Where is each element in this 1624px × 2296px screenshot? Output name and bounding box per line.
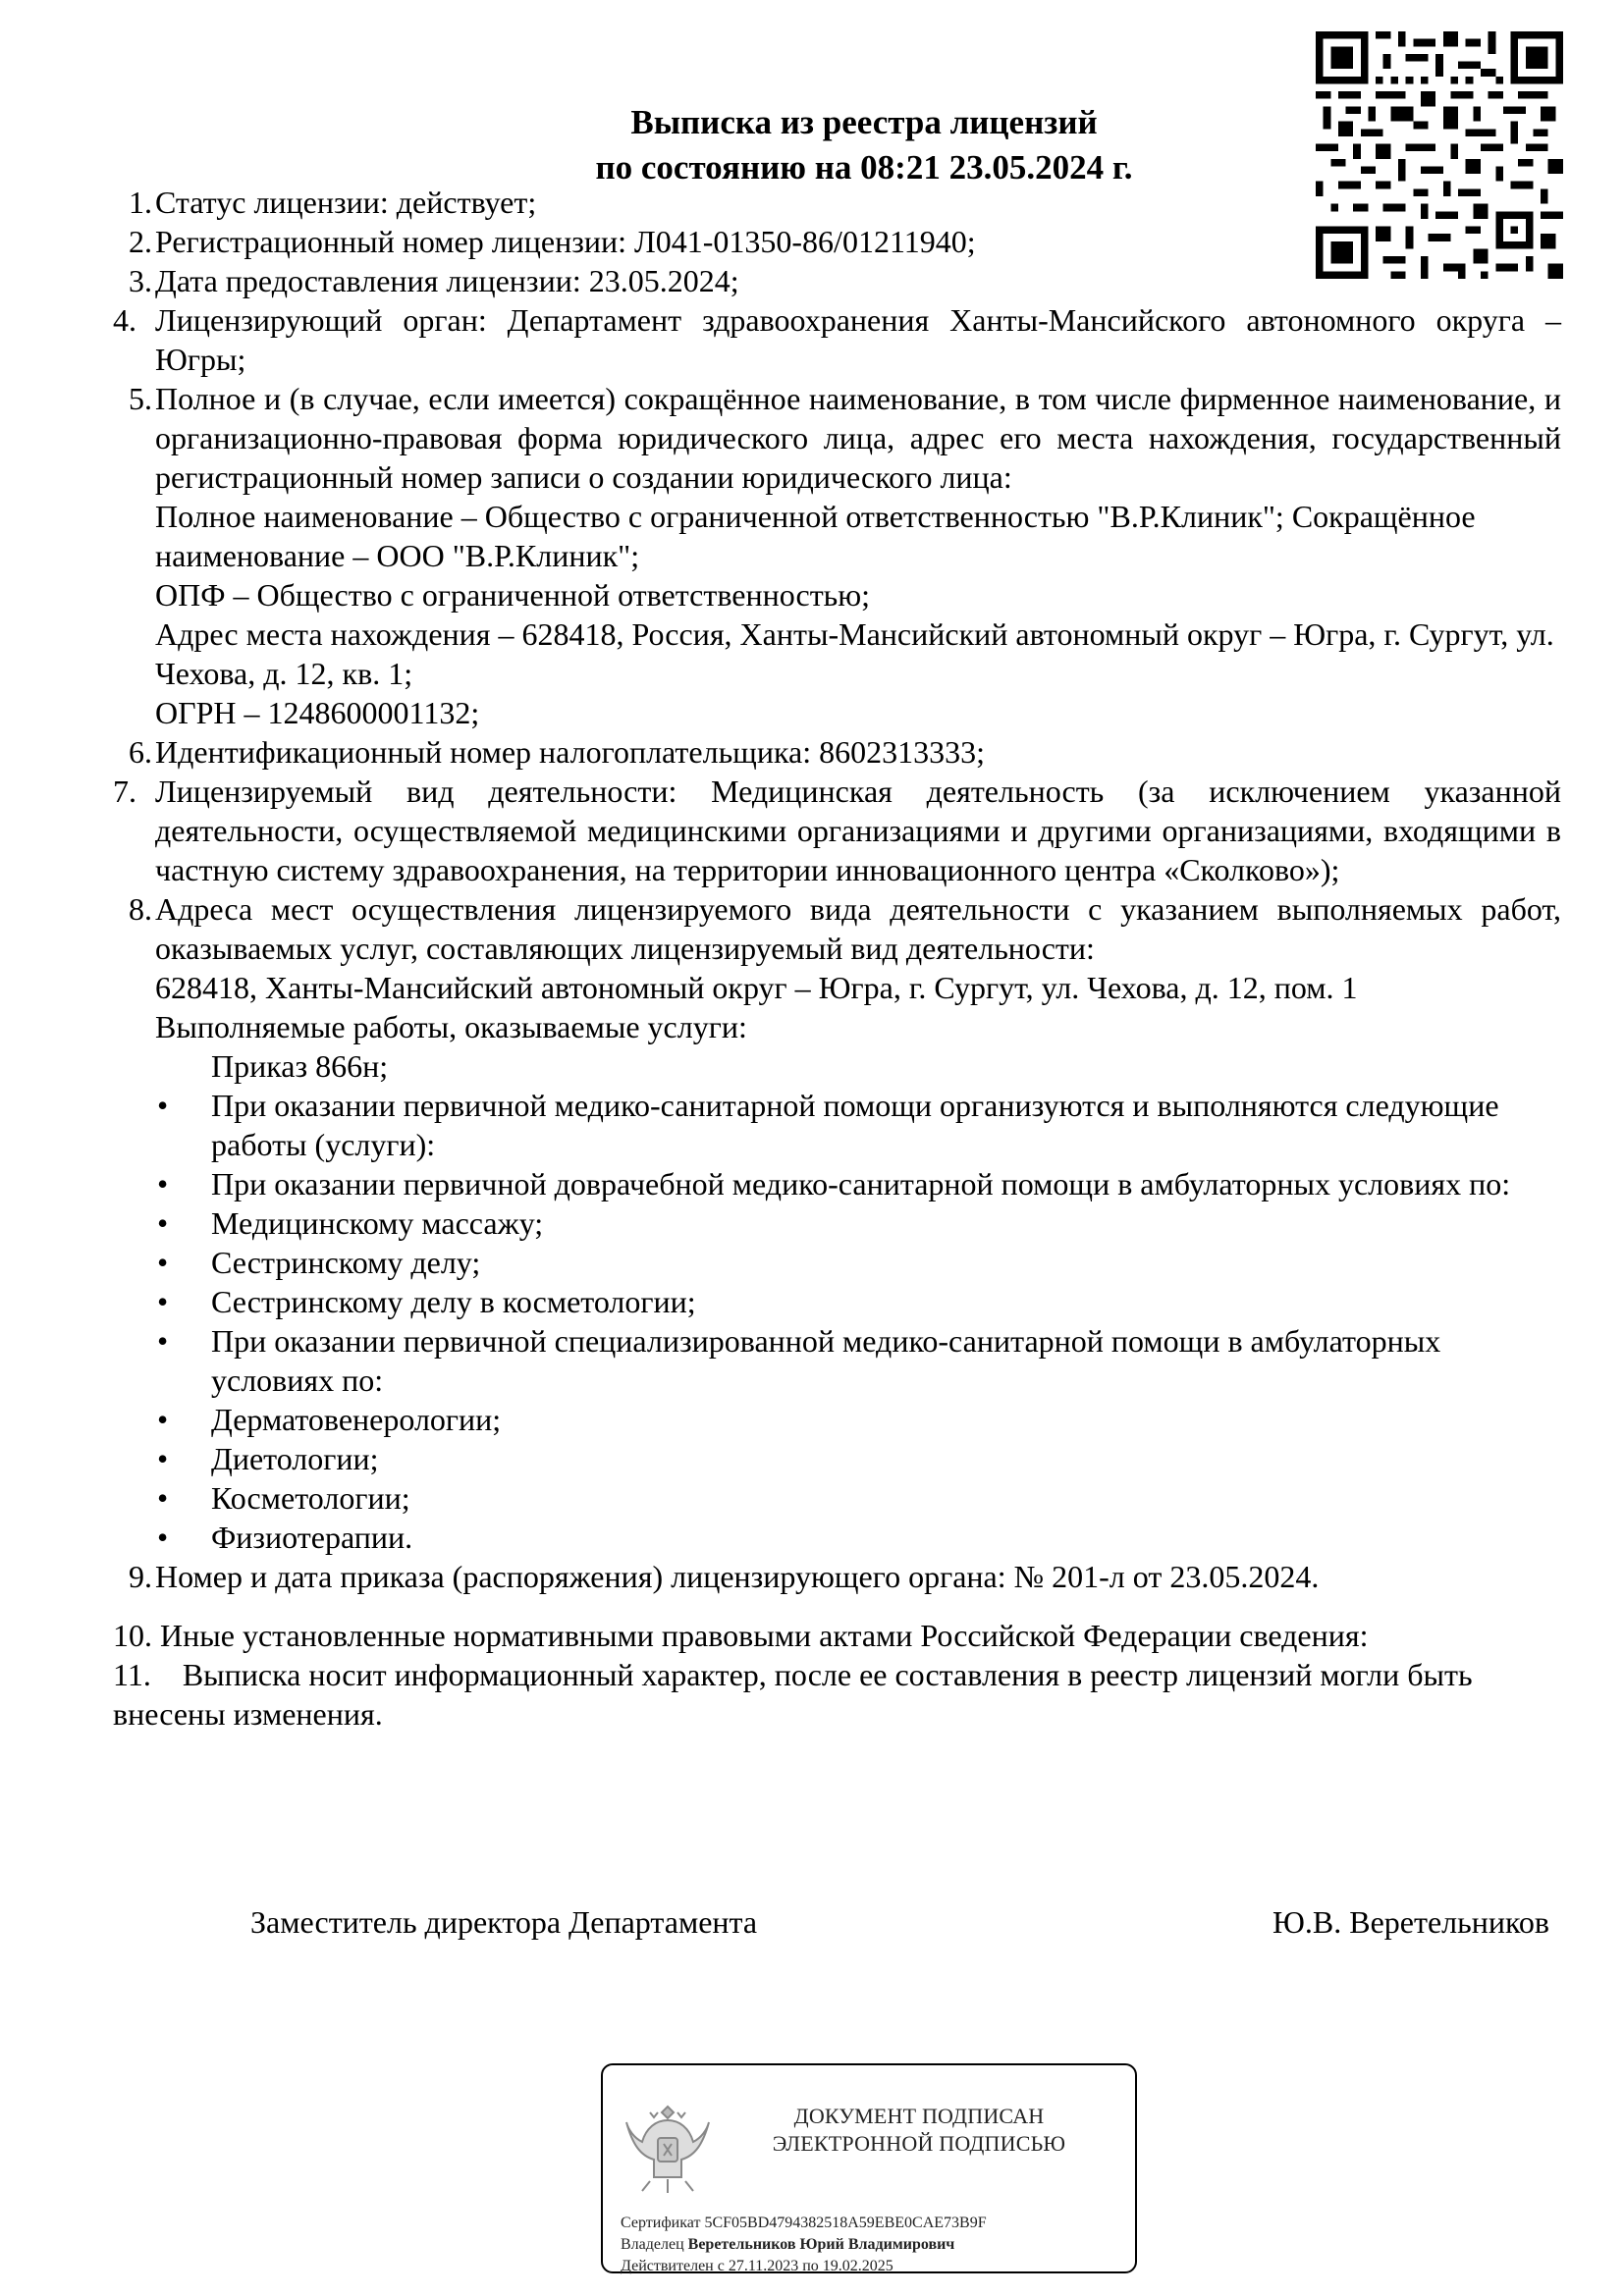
coat-of-arms-icon	[621, 2099, 715, 2197]
stamp-details	[621, 2213, 987, 2277]
item-11	[113, 1655, 1561, 1734]
item-1	[113, 183, 1561, 222]
item-number: 1.	[129, 185, 152, 220]
service-text: При оказании первичной медико-санитарной помощи организуются и выполняются следующие работы (услуги):	[211, 1088, 1499, 1162]
order-ref: Приказ 866н;	[211, 1048, 389, 1084]
stamp-certificate	[621, 2213, 987, 2234]
item-text: Лицензируемый вид деятельности: Медицинская деятельность (за исключением указанной деятельности, осуществляемой медицинскими организациями и другими организациями, входящими в частную систему здравоохранения, на территории инновационного центра «Сколково»);	[155, 774, 1561, 887]
bullet-icon: •	[157, 1441, 169, 1476]
org-full-name: Полное наименование – Общество с ограниченной ответственностью "В.Р.Клиник"; Сокращённое наименование – ООО "В.Р.Клиник";	[155, 499, 1476, 573]
item-number: 10.	[113, 1618, 152, 1653]
org-address: Адрес места нахождения – 628418, Россия, Ханты-Мансийский автономный округ – Югра, г. Сургут, ул. Чехова, д. 12, кв. 1;	[155, 616, 1554, 691]
list-item	[113, 1164, 1561, 1203]
service-text: Сестринскому делу в косметологии;	[211, 1284, 696, 1319]
list-item	[113, 1439, 1561, 1478]
stamp-heading	[732, 2103, 1106, 2158]
item-3	[113, 261, 1561, 300]
item-text: Дата предоставления лицензии: 23.05.2024;	[155, 263, 739, 298]
item-text: Лицензирующий орган: Департамент здравоохранения Ханты-Мансийского автономного округа – Югры;	[155, 302, 1561, 377]
item-text: Полное и (в случае, если имеется) сокращённое наименование, в том числе фирменное наименование, и организационно-правовая форма юридического лица, адрес его места нахождения, государственный регистрационный номер записи о создании юридического лица:	[155, 381, 1561, 495]
list-item	[113, 1243, 1561, 1282]
item-number: 4.	[113, 302, 136, 338]
list-item	[113, 1086, 1561, 1164]
document-title	[432, 100, 1296, 190]
e-signature-stamp	[601, 2063, 1137, 2273]
item-number: 6.	[129, 734, 152, 770]
bullet-icon: •	[157, 1166, 169, 1201]
bullet-icon: •	[157, 1205, 169, 1241]
owner-value: Веретельников Юрий Владимирович	[687, 2236, 955, 2253]
service-text: Дерматовенерологии;	[211, 1402, 502, 1437]
cert-label: Сертификат	[621, 2215, 701, 2231]
bullet-icon: •	[157, 1520, 169, 1555]
list-item	[113, 1203, 1561, 1243]
item-text: Статус лицензии: действует;	[155, 185, 537, 220]
service-text: Диетологии;	[211, 1441, 379, 1476]
service-text: Косметологии;	[211, 1480, 410, 1516]
item-text: Номер и дата приказа (распоряжения) лицензирующего органа: № 201-л от 23.05.2024.	[155, 1559, 1320, 1594]
bullet-icon: •	[157, 1480, 169, 1516]
item-8	[113, 889, 1561, 1046]
item-9	[113, 1557, 1561, 1596]
item-text: Идентификационный номер налогоплательщика: 8602313333;	[155, 734, 985, 770]
bullet-icon: •	[157, 1284, 169, 1319]
item-5	[113, 379, 1561, 732]
title-line-2: по состоянию на 08:21 23.05.2024 г.	[595, 148, 1133, 187]
service-text: Сестринскому делу;	[211, 1245, 481, 1280]
spacer	[113, 1596, 1561, 1616]
item-text: Адреса мест осуществления лицензируемого вида деятельности с указанием выполняемых работ, оказываемых услуг, составляющих лицензируемый вид деятельности:	[155, 891, 1561, 966]
bullet-icon: •	[157, 1245, 169, 1280]
item-6	[113, 732, 1561, 772]
stamp-owner	[621, 2234, 987, 2256]
list-item	[113, 1518, 1561, 1557]
signer-name: Ю.В. Веретельников	[1272, 1904, 1549, 1940]
list-item	[113, 1321, 1561, 1400]
item-text: Выписка носит информационный характер, после ее составления в реестр лицензий могли быть внесены изменения.	[113, 1657, 1473, 1732]
item-7	[113, 772, 1561, 889]
stamp-line-2: ЭЛЕКТРОННОЙ ПОДПИСЬЮ	[772, 2131, 1066, 2156]
item-number: 7.	[113, 774, 136, 809]
bullet-icon: •	[157, 1402, 169, 1437]
item-2	[113, 222, 1561, 261]
service-text: При оказании первичной доврачебной медико-санитарной помощи в амбулаторных условиях по:	[211, 1166, 1511, 1201]
org-ogrn: ОГРН – 1248600001132;	[155, 695, 480, 730]
item-4	[113, 300, 1561, 379]
item-number: 11.	[113, 1657, 151, 1692]
service-text: Медицинскому массажу;	[211, 1205, 544, 1241]
item-number: 5.	[129, 381, 152, 416]
item-text: Иные установленные нормативными правовыми актами Российской Федерации сведения:	[160, 1618, 1369, 1653]
item-number: 9.	[129, 1559, 152, 1594]
cert-value: 5CF05BD4794382518A59EBE0CAE73B9F	[704, 2215, 987, 2231]
works-label: Выполняемые работы, оказываемые услуги:	[155, 1009, 747, 1044]
item-number: 3.	[129, 263, 152, 298]
service-text: При оказании первичной специализированной медико-санитарной помощи в амбулаторных условиях по:	[211, 1323, 1441, 1398]
activity-address: 628418, Ханты-Мансийский автономный округ – Югра, г. Сургут, ул. Чехова, д. 12, пом. 1	[155, 970, 1358, 1005]
license-items	[113, 183, 1561, 1734]
stamp-validity: Действителен с 27.11.2023 по 19.02.2025	[621, 2258, 893, 2274]
item-number: 8.	[129, 891, 152, 927]
item-number: 2.	[129, 224, 152, 259]
list-item	[113, 1478, 1561, 1518]
signer-position: Заместитель директора Департамента	[250, 1904, 758, 1940]
service-text: Физиотерапии.	[211, 1520, 413, 1555]
stamp-line-1: ДОКУМЕНТ ПОДПИСАН	[793, 2104, 1045, 2128]
item-10	[113, 1616, 1561, 1655]
bullet-icon: •	[157, 1088, 169, 1123]
bullet-icon: •	[157, 1323, 169, 1359]
owner-label: Владелец	[621, 2236, 684, 2253]
list-item	[113, 1400, 1561, 1439]
list-item	[113, 1282, 1561, 1321]
item-text: Регистрационный номер лицензии: Л041-01350-86/01211940;	[155, 224, 976, 259]
title-line-1: Выписка из реестра лицензий	[630, 103, 1098, 141]
org-legal-form: ОПФ – Общество с ограниченной ответственностью;	[155, 577, 871, 613]
